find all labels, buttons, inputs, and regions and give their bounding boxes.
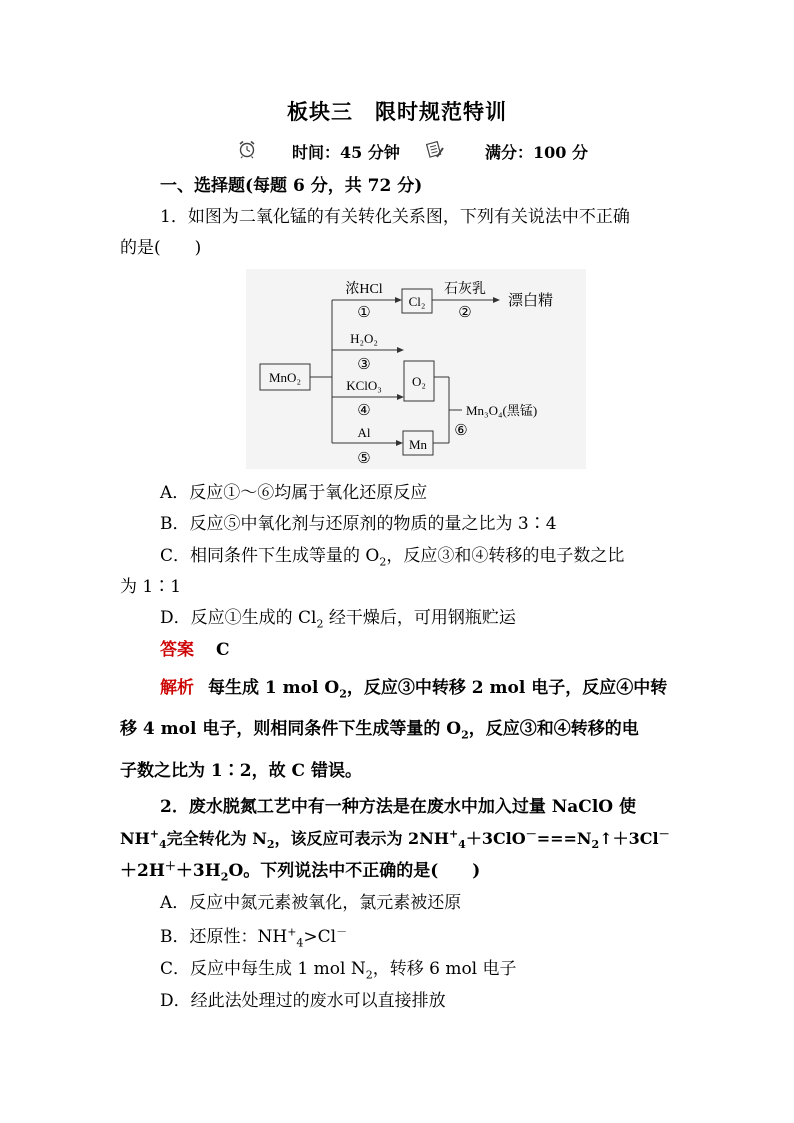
q2-stem-line1: 2．废水脱氮工艺中有一种方法是在废水中加入过量 NaClO 使 [160,797,637,817]
analysis-label: 解析 [160,678,194,698]
q1-answer [160,639,230,661]
step-number-6: ⑥ [454,423,468,439]
q1-analysis-line1: 解析 每生成 1 mol $O_2$，反应③中转移 2 mol 电子，反应④中转 [160,678,668,701]
page-title: 板块三 限时规范特训 [287,99,507,124]
cl2-label: Cl₂ [408,294,426,309]
q1-option-a: A．反应①～⑥均属于氧化还原反应 [160,483,428,503]
time-label: 时间：45 分钟 [292,143,400,162]
mno2-label: MnO₂ [269,370,301,385]
notepad-pencil-icon [425,139,445,159]
step-number-2: ② [458,305,472,321]
q2-option-b: B．还原性：$NH^+_4>Cl^-$ [160,925,348,950]
reagent-al: Al [357,425,371,440]
q2-option-a: A．反应中氮元素被氧化，氯元素被还原 [160,893,462,913]
answer-value: C [216,640,230,660]
reagent-lime-milk: 石灰乳 [444,282,486,297]
score-label: 满分：100 分 [485,143,588,162]
q2-stem-line3: $+2H^++3H_2O$。下列说法中不正确的是( ) [120,859,481,884]
q1-option-b: B．反应⑤中氧化剂与还原剂的物质的量之比为 3∶4 [160,514,557,534]
step-number-3: ③ [357,357,371,373]
q2-option-c: C．反应中每生成 1 mol $N_2$，转移 6 mol 电子 [160,959,517,982]
reagent-conc-hcl: 浓HCl [345,282,383,297]
q2-option-d: D．经此法处理过的废水可以直接排放 [160,991,446,1011]
o2-label: O₂ [412,374,426,389]
mno2-conversion-diagram [246,269,586,469]
q2-stem-line2: $NH^+_4$完全转化为 $N_2$，该反应可表示为 $2NH^+_4+3ClO^-===N_2↑+3Cl^-$ [120,827,670,852]
product-mn3o4: Mn₃O₄(黑锰) [466,403,538,418]
q1-analysis-line2: 移 4 mol 电子，则相同条件下生成等量的 $O_2$，反应③和④转移的电 [120,719,639,742]
step-number-4: ④ [357,403,371,419]
q1-stem-line1: 1．如图为二氧化锰的有关转化关系图，下列有关说法中不正确 [160,207,630,227]
info-line [0,139,794,163]
product-bleaching-powder: 漂白精 [508,293,554,309]
reagent-kclo3: KClO₃ [346,378,382,393]
q1-option-c-line2: 为 1∶1 [120,577,182,597]
q1-option-c-line1: C．相同条件下生成等量的 $O_2$，反应③和④转移的电子数之比 [160,546,625,569]
q1-option-d: D．反应①生成的 $Cl_2$ 经干燥后，可用钢瓶贮运 [160,608,516,631]
q1-stem-line2: 的是( ) [120,238,202,258]
step-number-1: ① [357,305,371,321]
step-number-5: ⑤ [357,451,371,467]
q1-analysis-line3: 子数之比为 1∶2，故 C 错误。 [120,761,362,781]
mn-label: Mn [408,437,428,452]
alarm-clock-icon [237,139,257,159]
answer-label: 答案 [160,640,194,660]
reagent-h2o2: H₂O₂ [350,331,378,346]
section-heading: 一、选择题(每题 6 分，共 72 分) [160,176,423,196]
